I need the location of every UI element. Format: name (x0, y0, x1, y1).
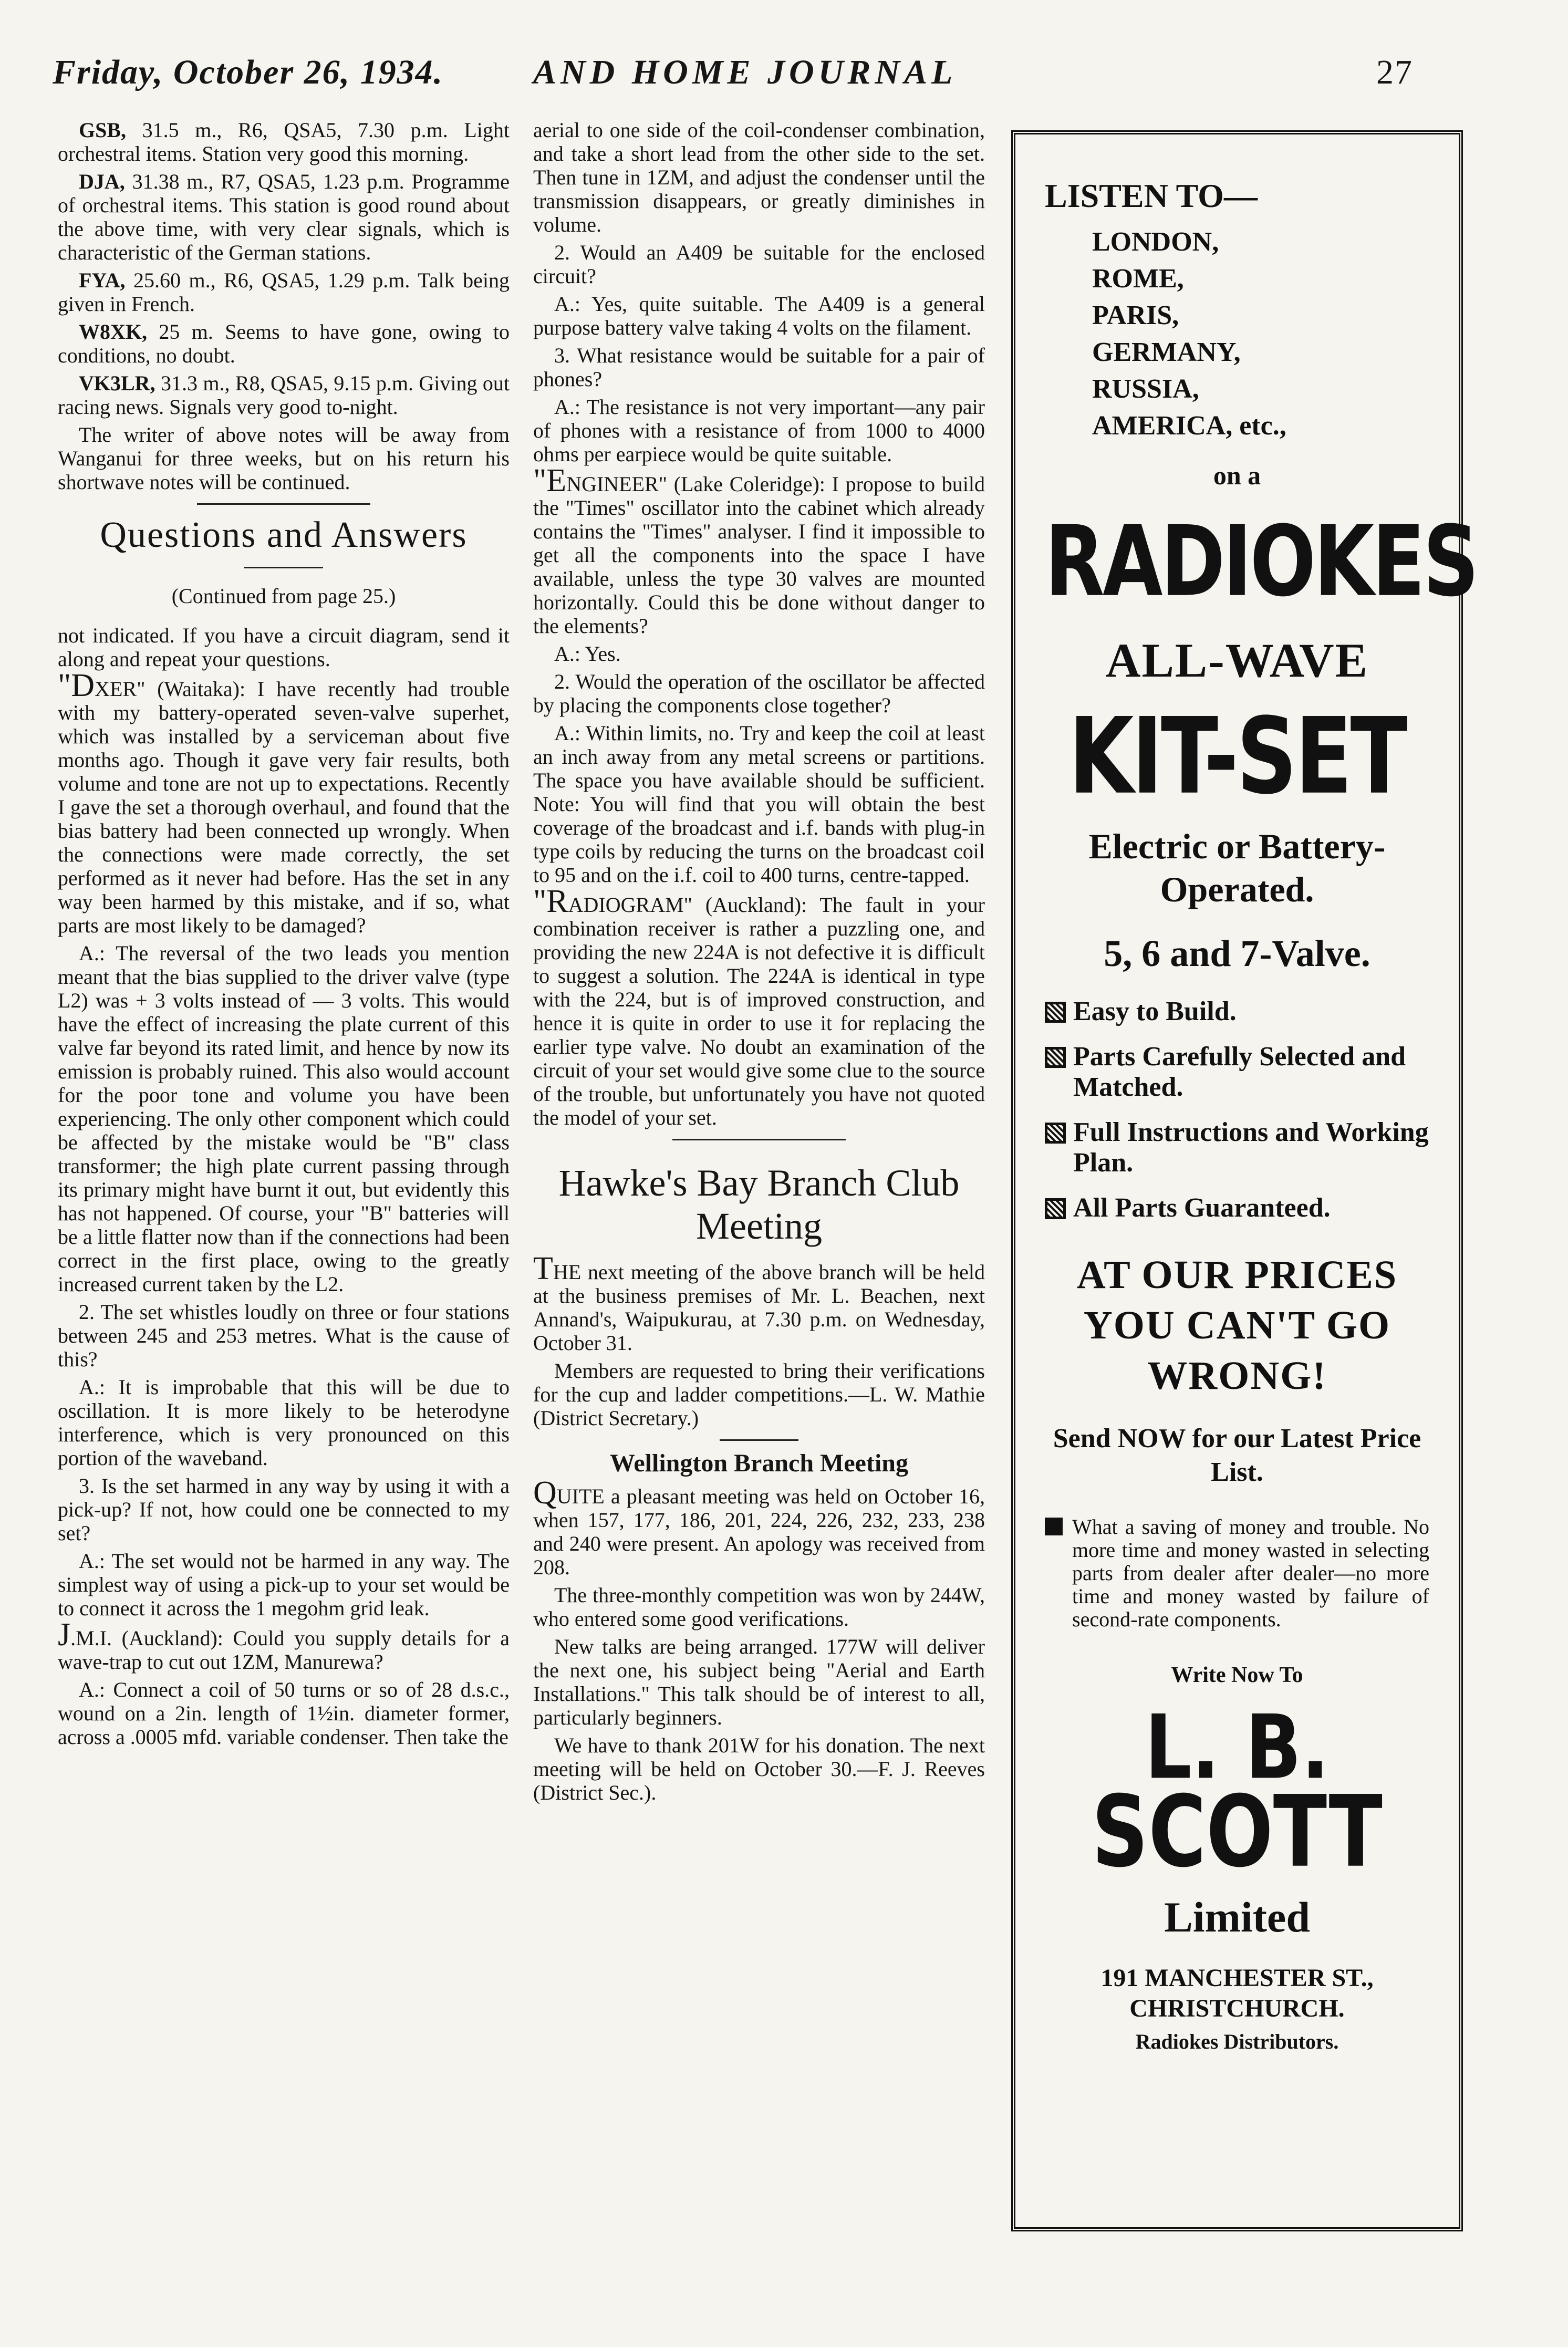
radiokes-advertisement (1011, 130, 1477, 2231)
shortwave-closing-note: The writer of above notes will be away from Wanganui for three weeks, but on his return his shortwave notes will be continued. (58, 423, 510, 494)
qa-intro: not indicated. If you have a circuit diagram, send it along and repeat your questions. (58, 624, 510, 671)
ad-places-list (1092, 224, 1429, 444)
answer: A.: The reversal of the two leads you mention meant that the bias supplied to the driver valve (type L2) was + 3 volts instead of — 3 volts. This would have the effect of increasing the plate current of this valve far beyond its rated limit, and hence by now its emission is probably ruined. This also would account for the poor tone and volume you have been experiencing. The only other component which could be affected by the mistake would be "B" class transformer; the high plate current passing through its primary might have burnt it out, but evidently this has not happened. Of course, your "B" batteries will be a little flatter now than if the connections had been correct in the first place, owing to the greatly increased current taken by the L2. (58, 941, 510, 1296)
ad-feature-text: Full Instructions and Working Plan. (1073, 1117, 1429, 1178)
section-title-hawkes-bay: Hawke's Bay Branch Club Meeting (558, 1162, 960, 1247)
question: 2. Would the operation of the oscillator be affected by placing the components close together? (533, 670, 985, 717)
ad-allwave: ALL-WAVE (1106, 634, 1368, 687)
station-call: FYA, (79, 268, 126, 292)
letter-engineer (533, 463, 985, 638)
ad-feature (1045, 1042, 1429, 1103)
notice-body: New talks are being arranged. 177W will deliver the next one, his subject being "Aerial and Earth Installations." This talk should be of interest to all, particularly beginners. (533, 1635, 985, 1729)
station-note: 31.3 m., R8, QSA5, 9.15 p.m. Giving out racing news. Signals very good to-night. (58, 371, 510, 419)
ad-feature (1045, 1117, 1429, 1178)
ad-valve-options: 5, 6 and 7-Valve. (1104, 932, 1370, 974)
drop-cap: "D (58, 668, 95, 703)
ad-feature-text: All Parts Guaranteed. (1073, 1193, 1331, 1223)
answer: A.: Yes, quite suitable. The A409 is a general purpose battery valve taking 4 volts on the filament. (533, 292, 985, 339)
notice-body: UITE a pleasant meeting was held on October 16, when 157, 177, 186, 201, 224, 226, 232, 233, 238 and 240 were present. An apology was received from 208. (533, 1484, 985, 1579)
answer: A.: Connect a coil of 50 turns or so of 28 d.s.c., wound on a 2in. length of 1½in. diameter former, across a .0005 mfd. variable condenser. Then take the (58, 1678, 510, 1749)
notice-body: Members are requested to bring their verifications for the cup and ladder competitions.—L. W. Mathie (District Secretary.) (533, 1359, 985, 1430)
shortwave-entry (58, 268, 510, 316)
checkbox-icon (1045, 1123, 1066, 1144)
wellington-notice (533, 1475, 985, 1579)
station-call: DJA, (79, 170, 125, 193)
station-call: VK3LR, (79, 371, 155, 395)
ad-send-now: Send NOW for our Latest Price List. (1053, 1424, 1421, 1487)
station-note: 25.60 m., R6, QSA5, 1.29 p.m. Talk being given in French. (58, 268, 510, 316)
answer-continued: aerial to one side of the coil-condenser combination, and take a short lead from the other side to the set. Then tune in 1ZM, and adjust the condenser until the transmission disappears, or greatly diminishes in volume. (533, 118, 985, 236)
station-call: W8XK, (79, 320, 147, 344)
ad-place: GERMANY, (1092, 337, 1241, 367)
ad-place: PARIS, (1092, 300, 1179, 330)
page-number: 27 (1376, 53, 1413, 91)
letter-body: XER" (Waitaka): I have recently had trouble with my battery-operated seven-valve superhet, which was installed by a serviceman about five months ago. Though it gave very fair results, both volume and tone are not up to expectations. Recently I gave the set a thorough overhaul, and found that the bias battery had been connected up wrongly. When the connections were made correctly, the set performed as it never had before. Has the set in any way been harmed by this mistake, and if so, what parts are most likely to be damaged? (58, 677, 510, 937)
section-title-questions: Questions and Answers (100, 515, 468, 555)
ad-place: LONDON, (1092, 227, 1219, 257)
shortwave-entry (58, 170, 510, 264)
ad-feature-text: Easy to Build. (1073, 996, 1237, 1026)
divider (672, 1139, 846, 1140)
ad-company-name: SCOTT (1092, 1775, 1383, 1889)
checkbox-icon (1045, 1198, 1066, 1219)
notice-body: We have to thank 201W for his donation. The next meeting will be held on October 30.—F. J. Reeves (District Sec.). (533, 1733, 985, 1804)
ad-place: ROME, (1092, 264, 1184, 294)
shortwave-notes (58, 118, 510, 494)
answer: A.: Yes. (554, 642, 621, 666)
issue-date: Friday, October 26, 1934. (53, 53, 444, 91)
answer: A.: The resistance is not very important—any pair of phones with a resistance of from 1000 to 4000 ohms per earpiece would be quite suitable. (533, 395, 985, 466)
ad-distributors: Radiokes Distributors. (1135, 2030, 1339, 2053)
divider (197, 503, 370, 505)
shortwave-entry (58, 320, 510, 367)
drop-cap: Q (533, 1475, 557, 1511)
notice-body: The three-monthly competition was won by 244W, who entered some good verifications. (533, 1583, 985, 1631)
drop-cap: J (58, 1617, 71, 1653)
checkbox-icon (1045, 1002, 1066, 1023)
ad-kitset: KIT-SET (1068, 694, 1406, 818)
ad-small-print (1045, 1515, 1429, 1631)
hawkes-bay-notice (533, 1251, 985, 1355)
notice-body: HE next meeting of the above branch will be held at the business premises of Mr. L. Beachen, next Annand's, Waipukurau, at 7.30 p.m. on Wednesday, October 31. (533, 1260, 985, 1355)
checkbox-icon (1045, 1047, 1066, 1068)
ad-address: 191 MANCHESTER ST., CHRISTCHURCH. (1100, 1964, 1374, 2022)
ad-place: AMERICA, etc., (1092, 411, 1286, 441)
answer: A.: The set would not be harmed in any way. The simplest way of using a pick-up to your set would be to connect it across the 1 megohm grid leak. (58, 1549, 510, 1620)
station-note: 31.5 m., R6, QSA5, 7.30 p.m. Light orchestral items. Station very good this morning. (58, 118, 510, 165)
shortwave-entry (58, 371, 510, 419)
ad-on-a: on a (1213, 461, 1261, 490)
divider (720, 1439, 798, 1441)
ad-listen-heading: LISTEN TO— (1045, 177, 1258, 214)
answer: A.: It is improbable that this will be due to oscillation. It is more likely to be heterodyne interference, which is very pronounced on this portion of the waveband. (58, 1375, 510, 1470)
ad-brand: RADIOKES (1045, 505, 1477, 618)
letter-dxer (58, 668, 510, 937)
ad-slogan: AT OUR PRICES YOU CAN'T GO WRONG! (1076, 1253, 1398, 1398)
station-note: 25 m. Seems to have gone, owing to conditions, no doubt. (58, 320, 510, 367)
column-2 (533, 118, 985, 1809)
publication-title: AND HOME JOURNAL (533, 53, 957, 91)
ad-company-suffix: Limited (1164, 1893, 1310, 1941)
ad-feature (1045, 1193, 1429, 1223)
ad-feature (1045, 996, 1429, 1027)
answer: A.: Within limits, no. Try and keep the coil at least an inch away from any metal screens or partitions. The space you have available should be sufficient. Note: You will find that you will obtain the best coverage of the broadcast and i.f. bands with plug-in type coils by reducing the turns on the broadcast coil to 95 and on the i.f. coil to 400 turns, centre-tapped. (533, 721, 985, 887)
continued-note: (Continued from page 25.) (171, 584, 396, 608)
ad-company-initials: L. B. (1145, 1696, 1330, 1800)
ad-place: RUSSIA, (1092, 374, 1199, 404)
letter-radiogram (533, 884, 985, 1129)
letter-jmi (58, 1617, 510, 1674)
drop-cap: "R (533, 884, 568, 919)
letter-body: ADIOGRAM" (Auckland): The fault in your combination receiver is rather a puzzling one, and providing the new 224A is not defective it is difficult to suggest a solution. The 224A is identical in type with the 224, but is of improved construction, and hence it is quite in order to use it for replacing the earlier type valve. No doubt an examination of the circuit of your set would give some clue to the source of the trouble, but unfortunately you have not quoted the model of your set. (533, 893, 985, 1129)
ad-feature-text: Parts Carefully Selected and Matched. (1073, 1042, 1406, 1102)
station-call: GSB, (79, 118, 127, 142)
section-title-wellington: Wellington Branch Meeting (610, 1449, 908, 1477)
drop-cap: "E (533, 463, 567, 499)
page-header (53, 53, 1413, 110)
question: 3. Is the set harmed in any way by using it with a pick-up? If not, how could one be connected to my set? (58, 1474, 510, 1545)
column-1 (58, 118, 510, 1753)
letter-body: .M.I. (Auckland): Could you supply details for a wave-trap to cut out 1ZM, Manurewa? (58, 1626, 510, 1674)
letter-body: NGINEER" (Lake Coleridge): I propose to build the "Times" oscillator into the cabinet which already contains the "Times" analyser. I find it impossible to get all the components into the space I have available, unless the type 30 valves are mounted horizontally. Could this be done without danger to the elements? (533, 472, 985, 638)
divider (244, 567, 323, 568)
ad-write-now: Write Now To (1171, 1663, 1303, 1687)
station-note: 31.38 m., R7, QSA5, 1.23 p.m. Programme of orchestral items. This station is good round about the above time, with very clear signals, which is characteristic of the German stations. (58, 170, 510, 264)
question: 2. Would an A409 be suitable for the enclosed circuit? (533, 241, 985, 288)
ad-small-print-text: What a saving of money and trouble. No more time and money wasted in selecting parts from dealer after dealer—no more time and money wasted by failure of second-rate components. (1072, 1515, 1429, 1631)
shortwave-entry (58, 118, 510, 165)
question: 3. What resistance would be suitable for a pair of phones? (533, 344, 985, 391)
question: 2. The set whistles loudly on three or four stations between 245 and 253 metres. What is the cause of this? (58, 1300, 510, 1371)
square-bullet-icon (1045, 1518, 1063, 1535)
drop-cap: T (533, 1251, 553, 1286)
ad-power-type: Electric or Battery-Operated. (1088, 826, 1386, 909)
